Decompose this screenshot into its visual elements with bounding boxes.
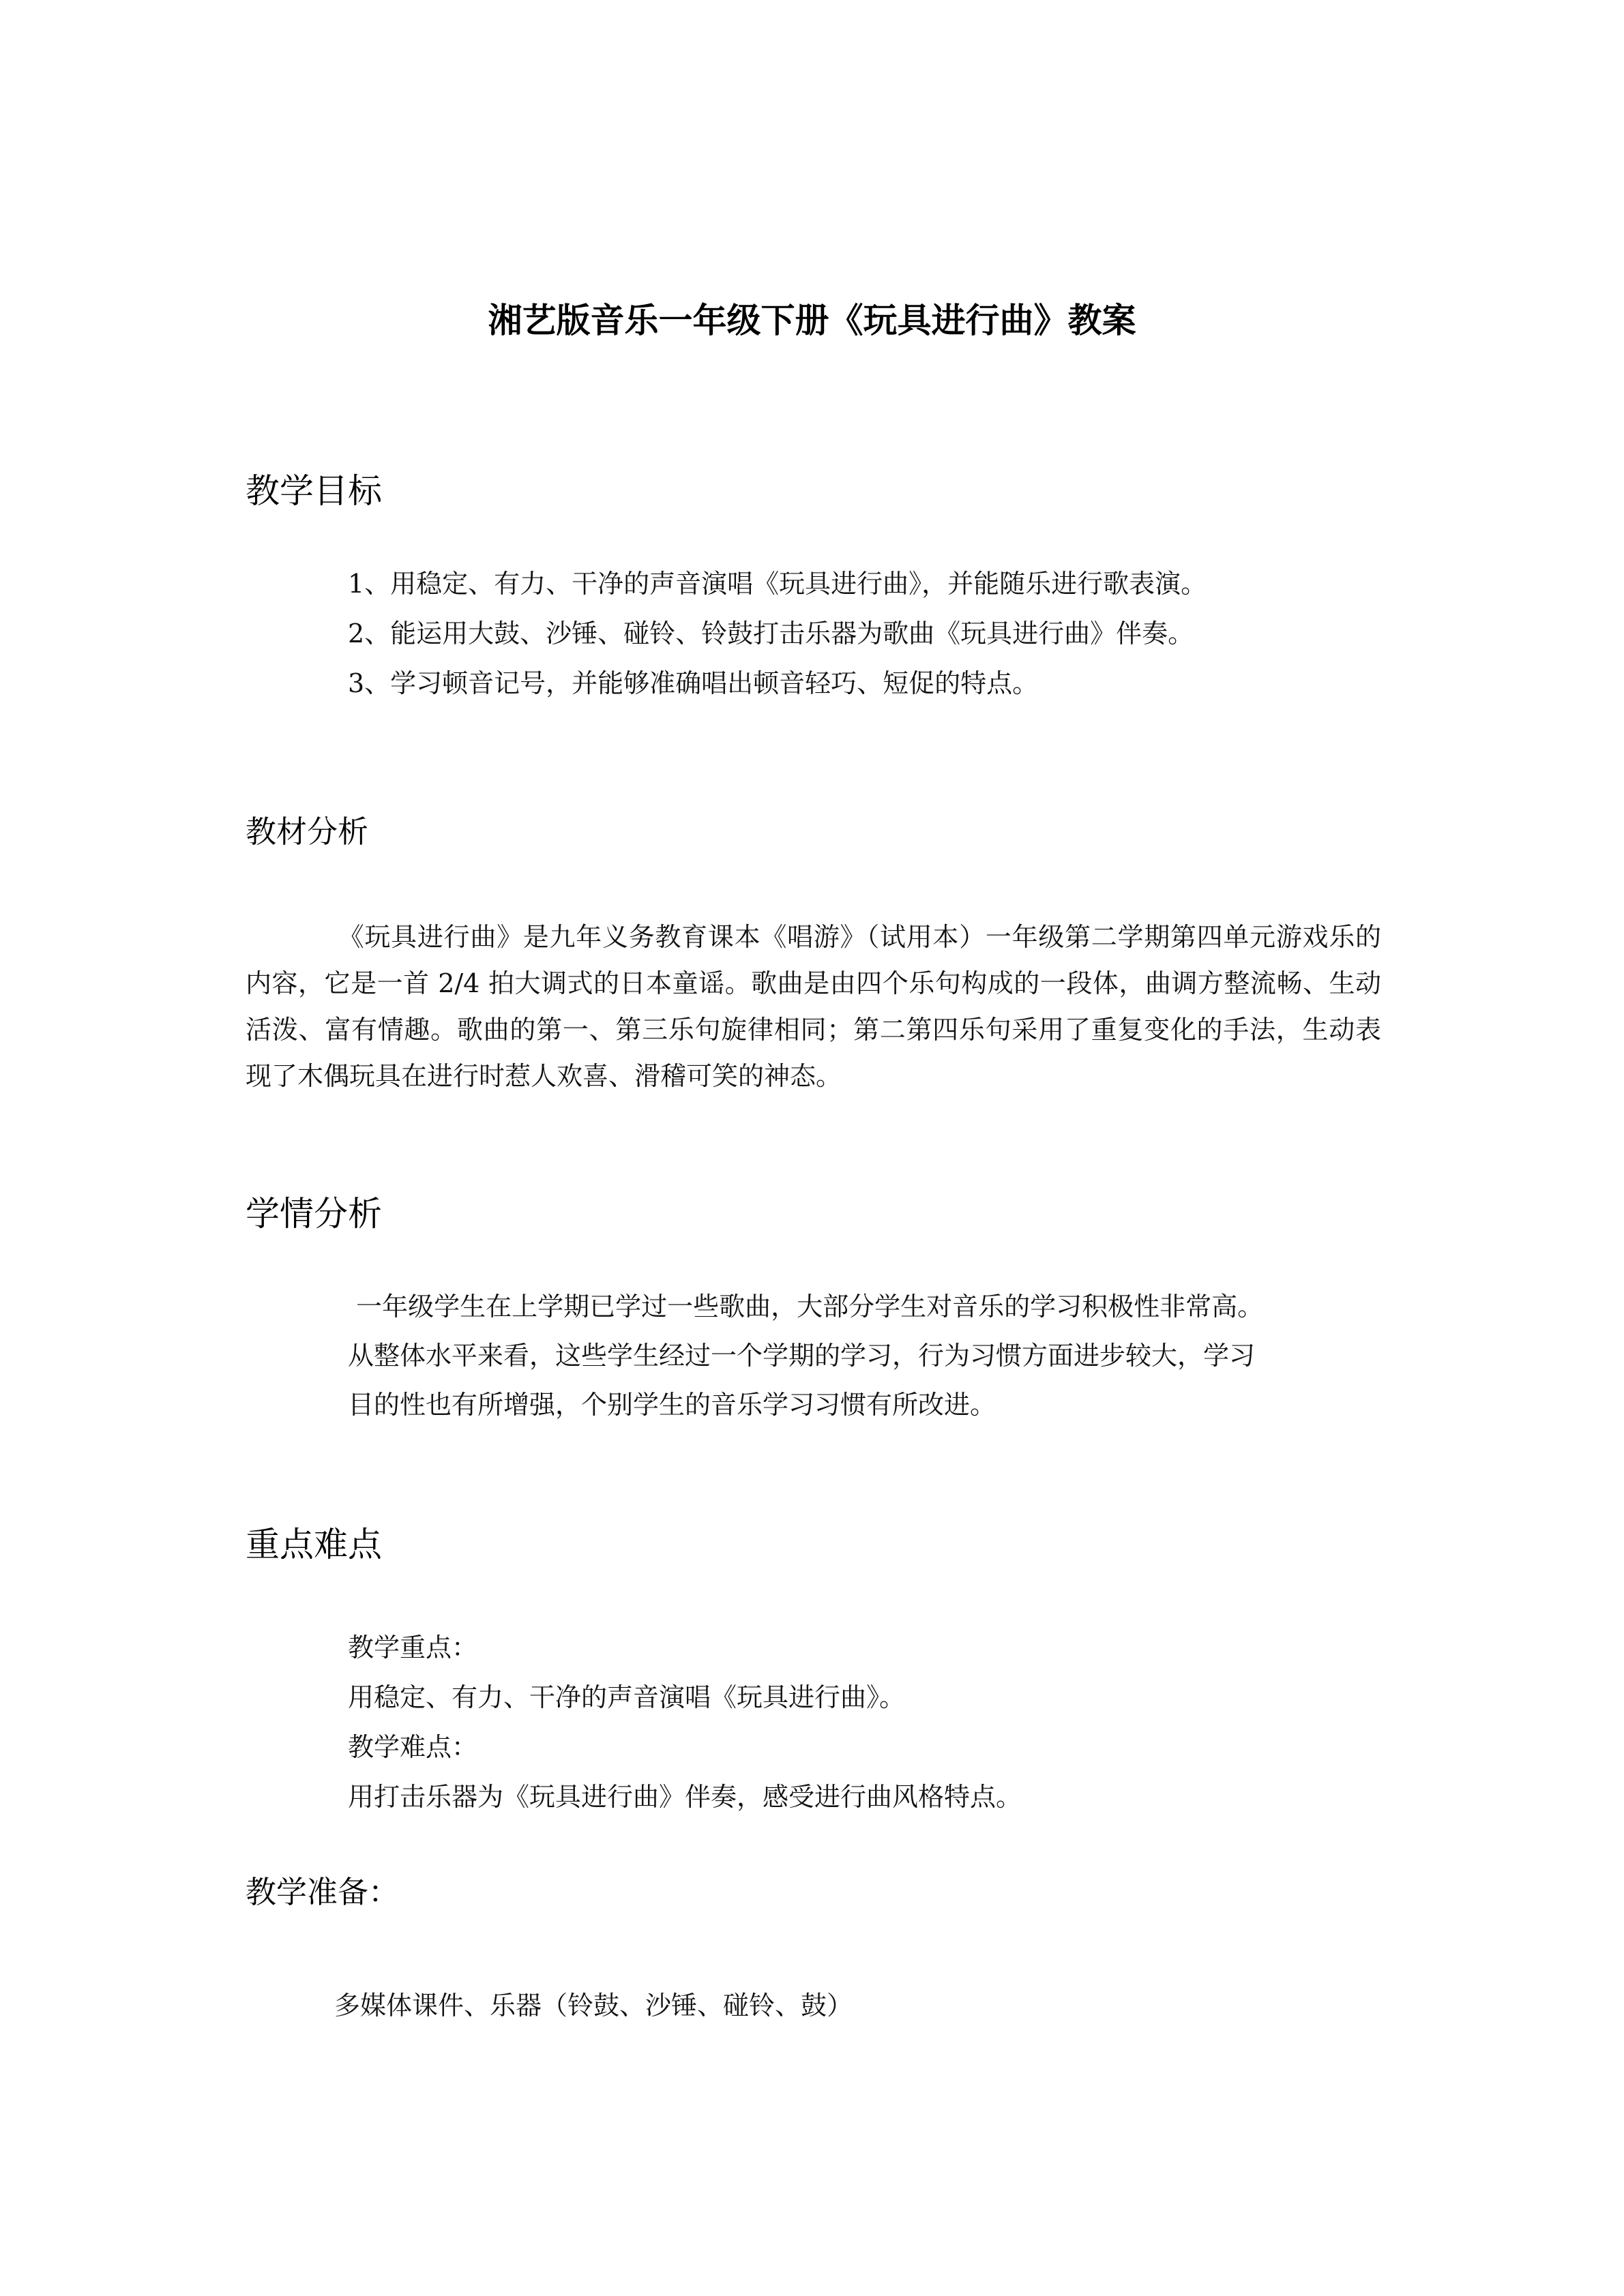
heading-objectives: 教学目标 (246, 471, 382, 511)
objectives-list (348, 559, 1207, 709)
student-analysis-line: 目的性也有所增强，个别学生的音乐学习习惯有所改进。 (348, 1390, 996, 1420)
key-point-label: 教学重点： (348, 1632, 478, 1663)
material-analysis-paragraph (246, 914, 1381, 1099)
student-analysis-paragraph (348, 1282, 1371, 1429)
objective-item: 1、用稳定、有力、干净的声音演唱《玩具进行曲》，并能随乐进行歌表演。 (348, 569, 1207, 599)
heading-key-points: 重点难点 (246, 1525, 382, 1564)
objective-item: 3、学习顿音记号，并能够准确唱出顿音轻巧、短促的特点。 (348, 668, 1039, 698)
student-analysis-line: 一年级学生在上学期已学过一些歌曲，大部分学生对音乐的学习积极性非常高。 (348, 1292, 1264, 1322)
heading-student-analysis: 学情分析 (246, 1194, 382, 1234)
heading-material-analysis: 教材分析 (246, 814, 369, 850)
preparation-text: 多媒体课件、乐器（铃鼓、沙锤、碰铃、鼓） (334, 1991, 853, 2021)
material-analysis-text: 《玩具进行曲》是九年义务教育课本《唱游》（试用本）一年级第二学期第四单元游戏乐的内容，它是一首 2/4 拍大调式的日本童谣。歌曲是由四个乐句构成的一段体，曲调方整流畅、生动活泼、富有情趣。歌曲的第一、第三乐句旋律相同；第二第四乐句采用了重复变化的手法，生动表现了木偶玩具在进行时惹人欢喜、滑稽可笑的神态。 (246, 922, 1381, 1091)
difficulty-label: 教学难点： (348, 1732, 478, 1762)
objective-item: 2、能运用大鼓、沙锤、碰铃、铃鼓打击乐器为歌曲《玩具进行曲》伴奏。 (348, 618, 1194, 648)
student-analysis-line: 从整体水平来看，这些学生经过一个学期的学习，行为习惯方面进步较大，学习 (348, 1341, 1256, 1371)
key-points-block (348, 1623, 1022, 1822)
difficulty-text: 用打击乐器为《玩具进行曲》伴奏，感受进行曲风格特点。 (348, 1782, 1022, 1812)
key-point-text: 用稳定、有力、干净的声音演唱《玩具进行曲》。 (348, 1682, 906, 1712)
heading-preparation: 教学准备： (246, 1874, 400, 1910)
document-title: 湘艺版音乐一年级下册《玩具进行曲》教案 (488, 301, 1136, 340)
